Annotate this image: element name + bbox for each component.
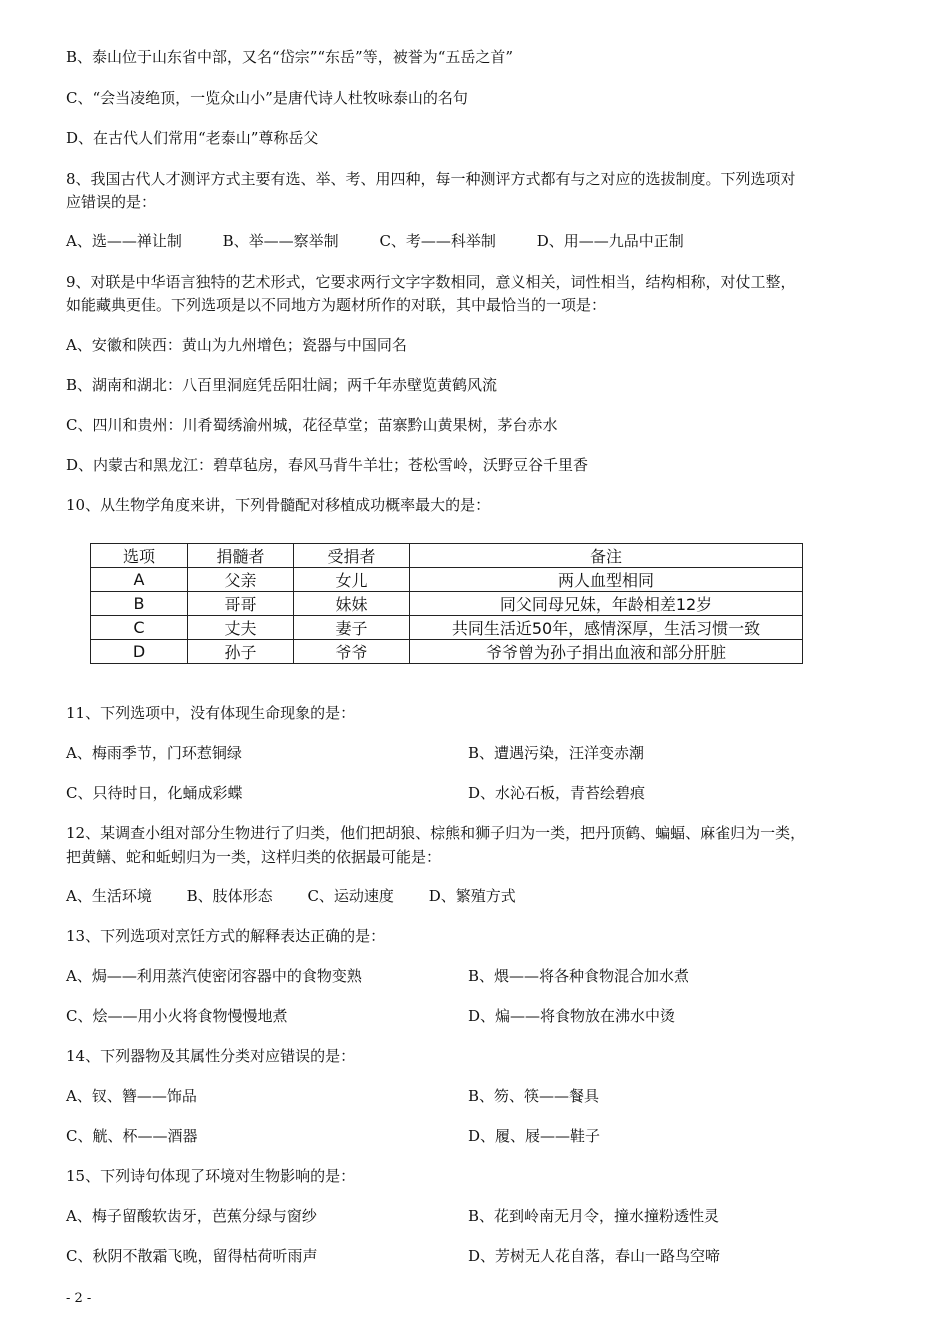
- q8-option-c: C、考——科举制: [379, 232, 496, 250]
- table-row: [91, 640, 803, 664]
- table-cell: 爷爷曾为孙子捐出血液和部分肝脏: [410, 640, 803, 664]
- q11-option-a: A、梅雨季节，门环惹铜绿: [66, 744, 242, 762]
- q13-option-a: A、焗——利用蒸汽使密闭容器中的食物变熟: [66, 967, 362, 985]
- table-cell: D: [91, 640, 188, 664]
- q15-option-c: C、秋阴不散霜飞晚，留得枯荷听雨声: [66, 1247, 318, 1265]
- q15-option-a: A、梅子留酸软齿牙，芭蕉分绿与窗纱: [66, 1207, 317, 1225]
- q12-stem-line2: 把黄鳝、蛇和蚯蚓归为一类，这样归类的依据最可能是：: [66, 848, 442, 866]
- q14-option-c: C、觥、杯——酒器: [66, 1127, 198, 1145]
- table-cell: 同父同母兄妹，年龄相差12岁: [410, 592, 803, 616]
- q12-option-d: D、繁殖方式: [428, 887, 516, 905]
- q12-option-c: C、运动速度: [307, 887, 394, 905]
- q11-option-b: B、遭遇污染，汪洋变赤潮: [468, 744, 645, 762]
- table-header-donor: 捐髓者: [188, 544, 294, 568]
- q7-option-c: C、“会当凌绝顶，一览众山小”是唐代诗人杜牧咏泰山的名句: [66, 89, 468, 107]
- table-cell: 妹妹: [294, 592, 410, 616]
- q8-option-d: D、用——九品中正制: [536, 232, 684, 250]
- q15-option-b: B、花到岭南无月令，撞水撞粉透性灵: [468, 1207, 720, 1225]
- q12-option-b: B、肢体形态: [186, 887, 273, 905]
- table-cell: C: [91, 616, 188, 640]
- q9-stem-line1: 9、对联是中华语言独特的艺术形式，它要求两行文字字数相同，意义相关，词性相当，结构相称，对仗工整，: [66, 273, 796, 291]
- page-number: - 2 -: [66, 1291, 92, 1306]
- table-cell: 丈夫: [188, 616, 294, 640]
- table-row: [91, 616, 803, 640]
- q13-option-c: C、烩——用小火将食物慢慢地煮: [66, 1007, 288, 1025]
- q11-stem: 11、下列选项中，没有体现生命现象的是：: [66, 704, 356, 722]
- q13-option-d: D、煸——将食物放在沸水中烫: [468, 1007, 676, 1025]
- table-cell: A: [91, 568, 188, 592]
- q9-option-b: B、湖南和湖北：八百里洞庭凭岳阳壮阔；两千年赤壁览黄鹤风流: [66, 376, 498, 394]
- table-header-recipient: 受捐者: [294, 544, 410, 568]
- q8-stem-line1: 8、我国古代人才测评方式主要有选、举、考、用四种，每一种测评方式都有与之对应的选拔制度。下列选项对: [66, 170, 796, 188]
- table-cell: 孙子: [188, 640, 294, 664]
- table-cell: 爷爷: [294, 640, 410, 664]
- table-row: [91, 592, 803, 616]
- q15-stem: 15、下列诗句体现了环境对生物影响的是：: [66, 1167, 356, 1185]
- q13-option-b: B、煨——将各种食物混合加水煮: [468, 967, 690, 985]
- q12-option-a: A、生活环境: [66, 887, 152, 905]
- q8-option-b: B、举——察举制: [222, 232, 339, 250]
- q9-option-d: D、内蒙古和黑龙江：碧草毡房，春风马背牛羊壮；苍松雪岭，沃野豆谷千里香: [66, 456, 589, 474]
- q15-option-d: D、芳树无人花自落，春山一路鸟空啼: [468, 1247, 721, 1265]
- q9-option-a: A、安徽和陕西：黄山为九州增色；瓷器与中国同名: [66, 336, 407, 354]
- q14-option-b: B、笏、筷——餐具: [468, 1087, 600, 1105]
- q11-option-c: C、只待时日，化蛹成彩蝶: [66, 784, 243, 802]
- q12-stem-line1: 12、某调查小组对部分生物进行了归类，他们把胡狼、棕熊和狮子归为一类，把丹顶鹤、蝙蝠、麻雀归为一类，: [66, 824, 806, 842]
- table-header-notes: 备注: [410, 544, 803, 568]
- table-header-row: [91, 544, 803, 568]
- q14-option-a: A、钗、簪——饰品: [66, 1087, 197, 1105]
- table-row: [91, 568, 803, 592]
- q8-stem-line2: 应错误的是：: [66, 193, 157, 211]
- table-header-option: 选项: [91, 544, 188, 568]
- q7-option-b: B、泰山位于山东省中部，又名“岱宗”“东岳”等，被誉为“五岳之首”: [66, 48, 514, 66]
- q10-table: [90, 543, 803, 664]
- q8-option-a: A、选——禅让制: [66, 232, 182, 250]
- q14-option-d: D、履、屐——鞋子: [468, 1127, 601, 1145]
- table-cell: B: [91, 592, 188, 616]
- q9-stem-line2: 如能藏典更佳。下列选项是以不同地方为题材所作的对联，其中最恰当的一项是：: [66, 296, 607, 314]
- table-cell: 父亲: [188, 568, 294, 592]
- q9-option-c: C、四川和贵州：川肴蜀绣渝州城，花径草堂；苗寨黔山黄果树，茅台赤水: [66, 416, 558, 434]
- table-cell: 共同生活近50年，感情深厚，生活习惯一致: [410, 616, 803, 640]
- table-cell: 妻子: [294, 616, 410, 640]
- q10-stem: 10、从生物学角度来讲，下列骨髓配对移植成功概率最大的是：: [66, 496, 491, 514]
- q14-stem: 14、下列器物及其属性分类对应错误的是：: [66, 1047, 356, 1065]
- table-cell: 女儿: [294, 568, 410, 592]
- q12-options: [66, 885, 546, 906]
- table-cell: 哥哥: [188, 592, 294, 616]
- q11-option-d: D、水沁石板，青苔绘碧痕: [468, 784, 646, 802]
- table-cell: 两人血型相同: [410, 568, 803, 592]
- q13-stem: 13、下列选项对烹饪方式的解释表达正确的是：: [66, 927, 386, 945]
- q8-options: [66, 230, 720, 251]
- q7-option-d: D、在古代人们常用“老泰山”尊称岳父: [66, 129, 319, 147]
